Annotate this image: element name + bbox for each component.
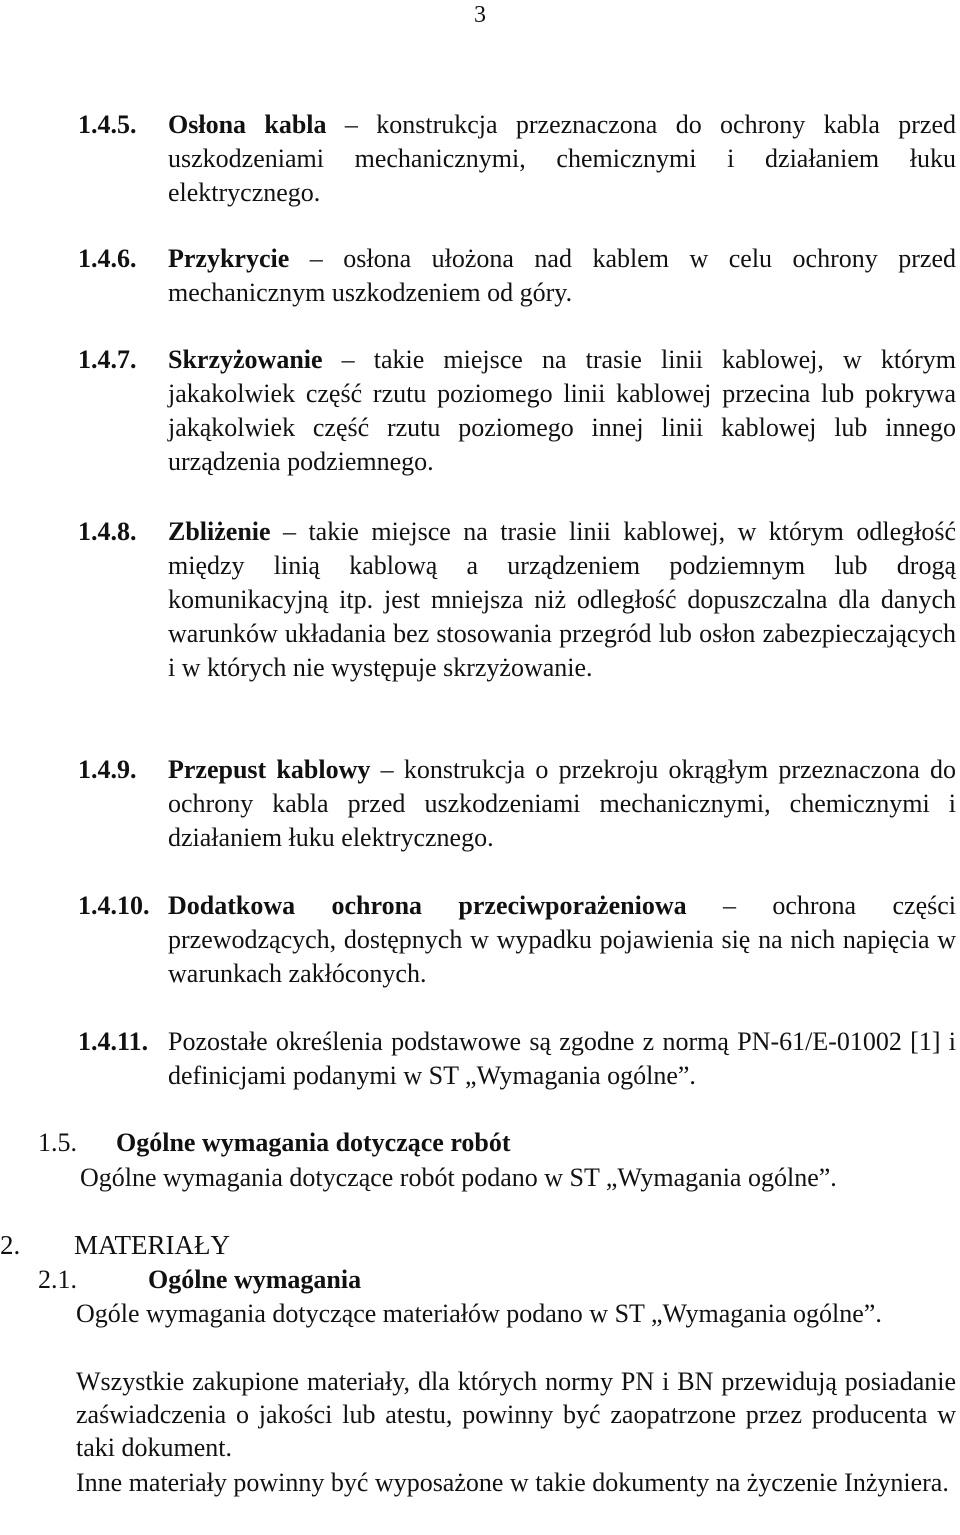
section-1-5-text: Ogólne wymagania dotyczące robót podano w ST „Wymagania ogólne”. xyxy=(80,1163,837,1192)
definition-number: 1.4.9. xyxy=(78,755,137,784)
definition-term: Przykrycie xyxy=(168,244,290,273)
definition-1-4-11 xyxy=(78,1025,956,1093)
definition-1-4-6 xyxy=(78,242,956,310)
definition-text: – ochrona części przewodzących, dostępnych w wypadku pojawienia się na nich napięcia w warunkach zakłóconych. xyxy=(168,891,956,988)
definition-text: – osłona ułożona nad kablem w celu ochrony przed mechanicznym uszkodzeniem od góry. xyxy=(168,244,956,307)
definition-body xyxy=(168,343,956,479)
page-number: 3 xyxy=(474,2,486,28)
definition-number: 1.4.8. xyxy=(78,517,137,546)
section-number: 2.1. xyxy=(38,1265,77,1294)
definition-number: 1.4.6. xyxy=(78,244,137,273)
definition-number: 1.4.11. xyxy=(78,1027,149,1056)
definition-body xyxy=(168,515,956,685)
definition-1-4-9 xyxy=(78,753,956,855)
section-2-1-paragraph-1: Ogóle wymagania dotyczące materiałów podano w ST „Wymagania ogólne”. xyxy=(76,1299,882,1328)
definition-body xyxy=(168,1025,956,1093)
definition-term: Przepust kablowy xyxy=(168,755,371,784)
section-title: MATERIAŁY xyxy=(74,1230,230,1260)
definition-text: – konstrukcja przeznaczona do ochrony kabla przed uszkodzeniami mechanicznymi, chemicznymi i działaniem łuku elektrycznego. xyxy=(168,110,957,207)
section-2-1-paragraph-3: Inne materiały powinny być wyposażone w takie dokumenty na życzenie Inżyniera. xyxy=(76,1468,949,1497)
section-title: Ogólne wymagania xyxy=(148,1265,362,1294)
definition-text: – takie miejsce na trasie linii kablowej, w którym odległość między linią kablową a urządzeniem podziemnym lub drogą komunikacyjną itp. jest mniejsza niż odległość dopuszczalna dla danych warunków układania bez stosowania przegród lub osłon zabezpieczających i w których nie występuje skrzyżowanie. xyxy=(168,517,956,682)
section-2-1-paragraph-2: Wszystkie zakupione materiały, dla których normy PN i BN przewidują posiadanie zaświadczenia o jakości lub atestu, powinny być zaopatrzone przez producenta w taki dokument. xyxy=(76,1367,956,1462)
section-title: Ogólne wymagania dotyczące robót xyxy=(116,1128,511,1157)
definition-number: 1.4.7. xyxy=(78,345,137,374)
section-number: 2. xyxy=(0,1230,21,1260)
definition-body xyxy=(168,889,956,991)
section-2-1-heading xyxy=(38,1263,956,1297)
definition-1-4-7 xyxy=(78,343,956,479)
definition-text: – konstrukcja o przekroju okrągłym przeznaczona do ochrony kabla przed uszkodzeniami mechanicznymi, chemicznymi i działaniem łuku elektrycznego. xyxy=(168,755,956,852)
definition-term: Osłona kabla xyxy=(168,110,327,139)
definition-body xyxy=(168,108,956,210)
definition-text: Pozostałe określenia podstawowe są zgodne z normą PN-61/E-01002 [1] i definicjami podanymi w ST „Wymagania ogólne”. xyxy=(168,1027,956,1090)
definition-term: Skrzyżowanie xyxy=(168,345,323,374)
section-1-5-heading xyxy=(38,1126,956,1160)
section-number: 1.5. xyxy=(38,1128,77,1157)
definition-body xyxy=(168,242,956,310)
section-2-heading xyxy=(0,1228,956,1262)
definition-number: 1.4.5. xyxy=(78,110,137,139)
definition-term: Zbliżenie xyxy=(168,517,271,546)
definition-body xyxy=(168,753,956,855)
definition-1-4-10 xyxy=(78,889,956,991)
definition-1-4-8 xyxy=(78,515,956,685)
definition-number: 1.4.10. xyxy=(78,891,150,920)
definition-text: – takie miejsce na trasie linii kablowej, w którym jakakolwiek część rzutu poziomego linii kablowej przecina lub pokrywa jakąkolwiek część rzutu poziomego innej linii kablowej lub innego urządzenia podziemnego. xyxy=(168,345,956,476)
definition-1-4-5 xyxy=(78,108,956,210)
definition-term: Dodatkowa ochrona przeciwporażeniowa xyxy=(168,891,687,920)
